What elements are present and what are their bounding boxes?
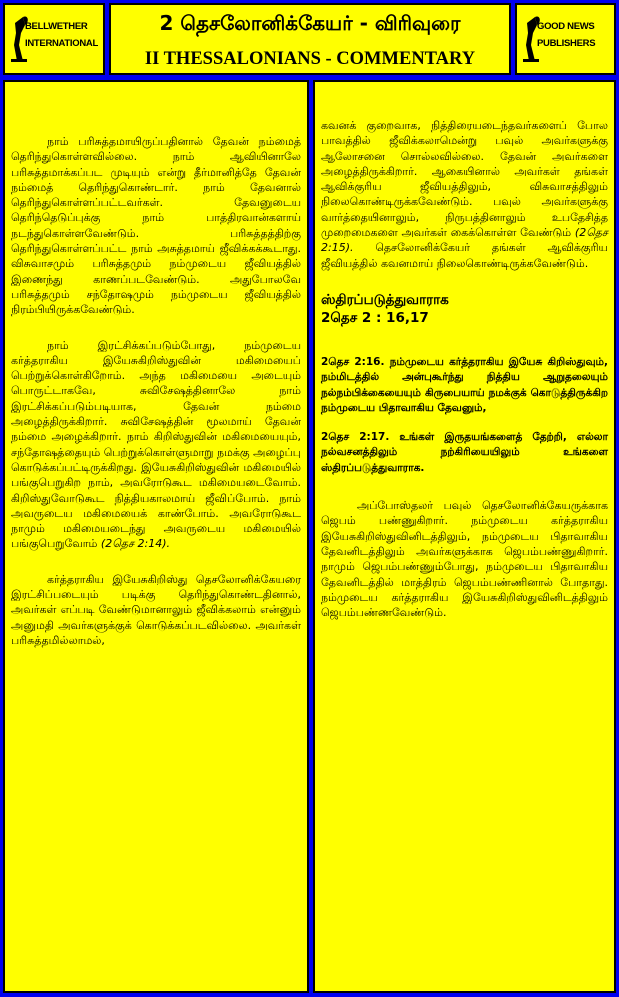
left-column (3, 80, 309, 993)
left-paragraph-3: கர்த்தராகிய இயேசுகிறிஸ்து தெசலோனிக்கேயரை இரட்சிப்படையும் படிக்கு தெரிந்துகொண்டதினால், அவர்கள் எப்படி வேண்டுமானாலும் ஜீவிக்கலாம் என்னும் அனுமதி அவர்களுக்குக் கொடுக்கப்படவில்லை. அவர்கள் பரிசுத்தமில்லாமல், (11, 572, 301, 647)
right-logo-line1: GOOD NEWS (537, 21, 595, 32)
title-tamil: 2 தெசலோனிக்கேயர் - விரிவுரை (159, 11, 461, 35)
left-paragraph-1: நாம் பரிசுத்தமாயிருப்பதினால் தேவன் நம்மைத் தெரிந்துகொள்ளவில்லை. நாம் ஆவியினாலே பரிசுத்தமாக்கப்பட முடியும் என்று தீர்மானித்தே தேவன் நம்மைத் தெரிந்துகொண்டார். நாம் தேவனால் தெரிந்துகொள்ளப்பட்டவர்கள். தேவனுடைய தெரிந்தெடுப்புக்கு நாம் பாத்திரவான்களாய் நடந்துகொள்ளவேண்டும். பரிசுத்தத்திற்கு தெரிந்துகொள்ளப்பட்ட நாம் அசுத்தமாய் ஜீவிக்கக்கூடாது. விசுவாசமும் பரிசுத்தமும் நம்முடைய ஜீவியத்தில் இணைந்து காணப்படவேண்டும். அதுபோலவே பரிசுத்தமும் சந்தோஷமும் நம்முடைய ஜீவியத்தில் நிரம்பியிருக்கவேண்டும். (11, 135, 301, 317)
left-logo-line2: INTERNATIONAL (25, 38, 98, 49)
left-paragraph-2-ref: (2தெச 2:14). (100, 537, 171, 551)
right-paragraph-1-ref: (2தெச 2:15). (321, 226, 609, 255)
bellwether-logo-box (3, 3, 105, 75)
section-heading-ref: 2தெச 2 : 16,17 (321, 309, 429, 326)
good-news-logo-box (515, 3, 616, 75)
right-paragraph-1-text: கவனக் குறைவாக, நித்திரையடைந்தவர்களைப் போல பாவத்தில் ஜீவிக்கலாமென்று பவுல் அவர்களுக்கு ஆலோசனை சொல்லவில்லை. தேவன் அவர்களை அழைத்திருக்கிறார். ஆகையினால் அவர்கள் தங்கள் ஆவிக்குரிய ஜீவியத்திலும், விசுவாசத்திலும் நிலைகொண்டிருக்கவேண்டும். பவுல் அவர்களுக்கு வார்த்தையினாலும், நிருபத்தினாலும் உபதேசித்த முறைமைகளை அவர்கள் கைக்கொள்ள வேண்டும் (321, 119, 608, 240)
right-column (313, 80, 616, 993)
section-heading-title: ஸ்திரப்படுத்துவாராக (321, 291, 449, 308)
right-paragraph-1-tail: தெசலோனிக்கேயர் தங்கள் ஆவிக்குரிய ஜீவியத்தில் கவனமாய் நிலைகொண்டிருக்கவேண்டும். (321, 241, 608, 270)
left-logo-line1: BELLWETHER (25, 21, 88, 32)
title-english: II THESSALONIANS - COMMENTARY (144, 49, 476, 69)
section-heading (321, 291, 608, 327)
left-paragraph-2 (11, 338, 301, 552)
verse-17: 2தெச 2:17. உங்கள் இருதயங்களைத் தேற்றி, எல்லா நல்வசனத்திலும் நற்கிரியையிலும் உங்களை ஸ்திரப்படுத்துவாராக. (321, 431, 608, 474)
left-paragraph-2-text: நாம் இரட்சிக்கப்படும்போது, நம்முடைய கர்த்தராகிய இயேசுகிறிஸ்துவின் மகிமையைப் பெற்றுக்கொள்கிறோம். அந்த மகிமையை அடையும் பொருட்டாகவே, சுவிசேஷத்தினாலே நாம் இரட்சிக்கப்படும்படியாக, தேவன் நம்மை அழைத்திருக்கிறார். சுவிசேஷத்தின் மூலமாய் தேவன் நம்மை அழைக்கிறார். நாம் கிறிஸ்துவின் மகிமையையும், சந்தோஷத்தையும் பெற்றுக்கொள்ளுமாறு நமக்கு அழைப்பு கொடுக்கப்பட்டிருக்கிறது. இயேசுகிறிஸ்துவின் மகிமையில் பங்குபெறுகிற நாம், அவரோடுகூட மகிமையடைவோம். கிறிஸ்துவோடுகூட நித்தியகாலமாய் ஜீவிப்போம். நாம் அவருடைய மகிமையைக் காண்போம். அவரோடுகூட நாமும் மகிமையடைந்து அவருடைய மகிமையில் பங்குபெறுவோம் (11, 338, 301, 551)
right-paragraph-2: அப்போஸ்தலர் பவுல் தெசலோனிக்கேயருக்காக ஜெபம் பண்ணுகிறார். நம்முடைய கர்த்தராகிய இயேசுகிறிஸ்துவினிடத்திலும், நம்முடைய பிதாவாகிய தேவனிடத்திலும் அவர்களுக்காக ஜெபம்பண்ணுகிறார். நாமும் ஜெபம்பண்ணும்போது, நம்முடைய பிதாவாகிய தேவனிடத்தில் மாத்திரம் ஜெபம்பண்ணினால் போதாது. நம்முடைய கர்த்தராகிய இயேசுகிறிஸ்துவினிடத்திலும் ஜெபம்பண்ணவேண்டும். (321, 499, 608, 620)
title-box (109, 3, 511, 75)
right-logo-line2: PUBLISHERS (537, 38, 596, 49)
right-paragraph-1 (321, 118, 608, 271)
verse-16: 2தெச 2:16. நம்முடைய கர்த்தராகிய இயேசு கிறிஸ்துவும், நம்மிடத்தில் அன்புகூர்ந்து நித்திய ஆறுதலையும் நல்நம்பிக்கையையும் கிருபையாய் நமக்குக் கொடுத்திருக்கிற நம்முடைய பிதாவாகிய தேவனும், (321, 355, 608, 414)
